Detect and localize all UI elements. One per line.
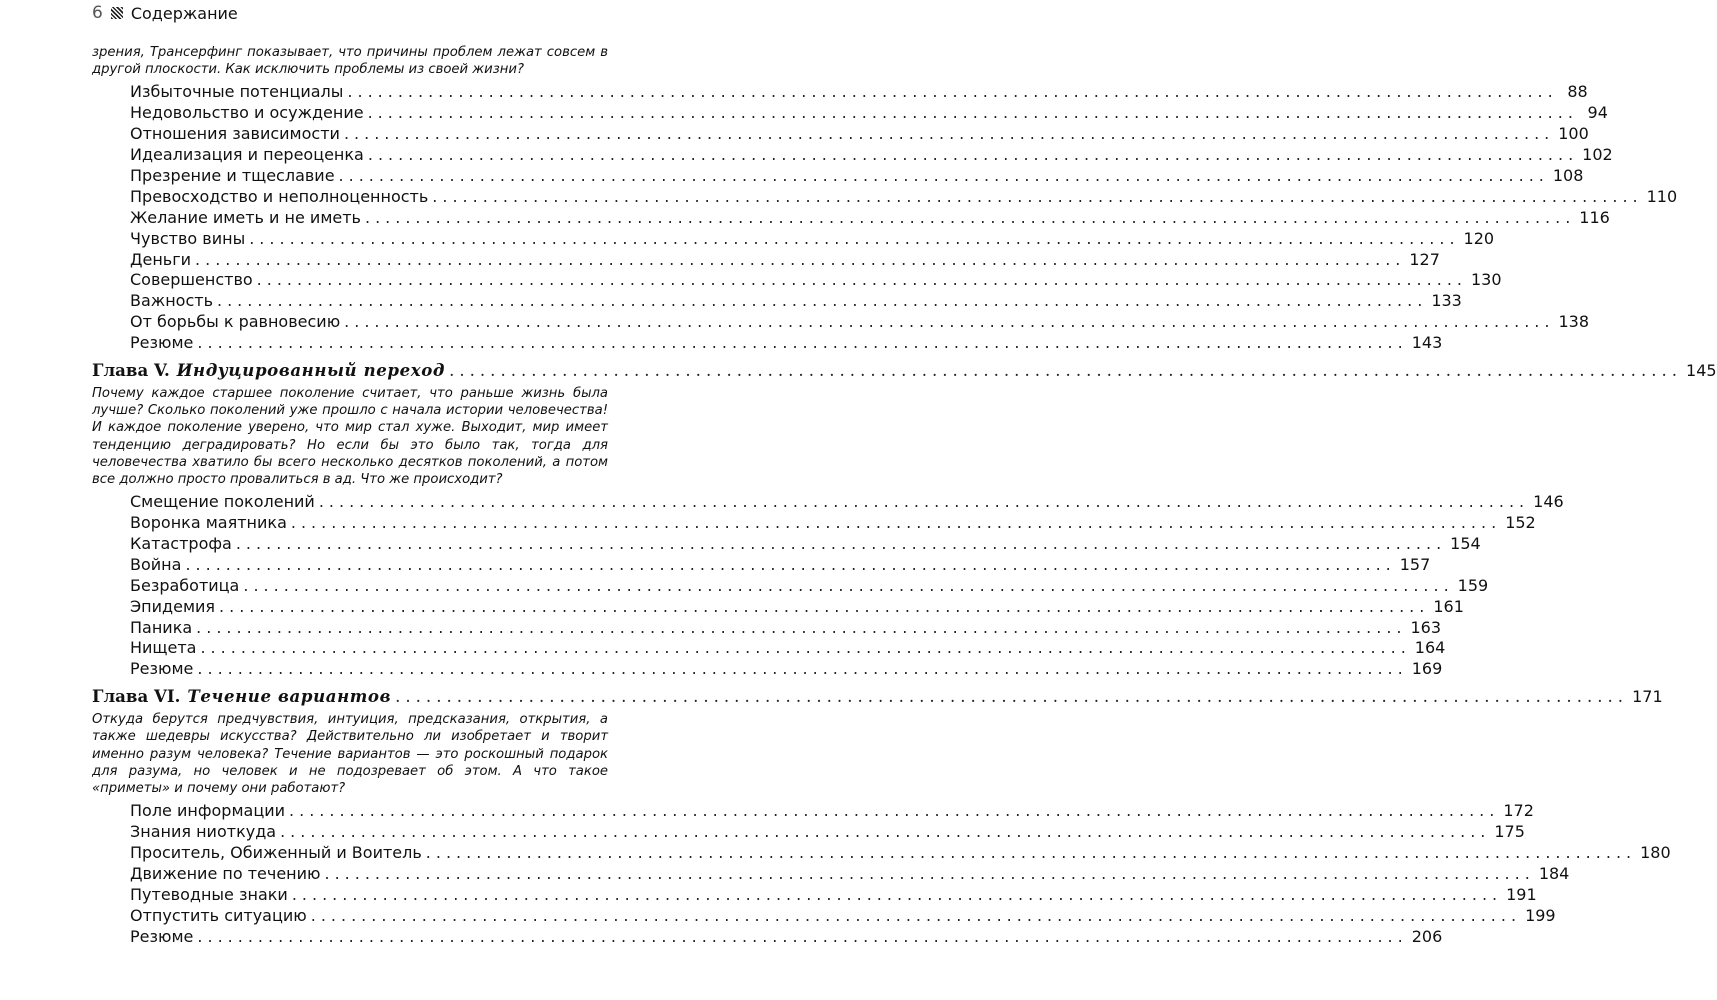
toc-entry-page: 152 — [1505, 513, 1536, 533]
toc-entry-page: 172 — [1503, 801, 1534, 821]
chapter-title: Течение вариантов — [187, 686, 392, 707]
toc-entry-title: Превосходство и неполноценность — [130, 186, 429, 206]
toc-entry-page: 143 — [1411, 333, 1443, 353]
leader-dots: ........................................................................................................................ — [185, 554, 1396, 574]
toc-entry-title: Безработица — [130, 575, 240, 595]
leader-dots: ........................................................................................................................ — [432, 186, 1643, 206]
toc-entry[interactable] — [130, 124, 1589, 145]
toc-entry-page: 154 — [1450, 533, 1481, 553]
leader-dots: ........................................................................................................................ — [219, 596, 1430, 616]
toc-entry-title: Совершенство — [130, 270, 253, 290]
toc-entry[interactable] — [130, 312, 1590, 333]
toc-entry-title: Избыточные потенциалы — [130, 82, 344, 102]
toc-entry[interactable] — [130, 575, 1489, 597]
toc-entry-page: 164 — [1414, 638, 1446, 658]
leader-dots: ........................................................................................................................ — [367, 145, 1579, 165]
toc-entry[interactable] — [130, 145, 1613, 166]
toc-entry-title: Идеализация и переоценка — [130, 145, 364, 165]
toc-entry-page: 169 — [1411, 659, 1443, 679]
toc-entry-title: Резюме — [130, 926, 194, 946]
leader-dots: ........................................................................................................................ — [344, 312, 1555, 332]
toc-entry-page: 184 — [1538, 863, 1570, 883]
toc-entry-page: 206 — [1411, 926, 1443, 946]
chapter-5-description: Почему каждое старшее поколение считает, что раньше жизнь была лучше? Сколько поколений уже прошло с начала истории человечества! И каждое поколение уверено, что мир стал хуже. Выходит, мир имеет тенденцию деградировать? Но если бы это было так, тогда для человечества хватило бы всего несколько десятков поколений, а потом все должно просто провалиться в ад. Что же происходит? — [92, 385, 608, 487]
leader-dots: ........................................................................................................................ — [338, 165, 1549, 185]
toc-entry-page: 120 — [1463, 228, 1495, 248]
leader-dots: ........................................................................................................................ — [289, 801, 1500, 821]
chapter-label: Глава V. — [92, 359, 170, 380]
toc-entry[interactable] — [130, 843, 1671, 864]
leader-dots: ........................................................................................................................ — [197, 333, 1408, 353]
section-title: Содержание — [130, 3, 238, 23]
toc-entry[interactable] — [130, 291, 1462, 312]
leader-dots: ........................................................................................................................ — [343, 124, 1555, 144]
toc-entry[interactable] — [130, 165, 1584, 187]
toc-entry-title: Движение по течению — [130, 863, 321, 883]
leader-dots: ........................................................................................................................ — [347, 82, 1558, 102]
toc-list-part1 — [92, 82, 1678, 354]
toc-entry[interactable] — [130, 863, 1570, 885]
toc-entry-title: Отношения зависимости — [130, 124, 340, 144]
toc-entry[interactable] — [130, 822, 1525, 843]
toc-entry[interactable] — [130, 801, 1534, 822]
leader-dots: ........................................................................................................................ — [290, 513, 1502, 533]
leader-dots: ........................................................................................................................ — [197, 659, 1408, 679]
toc-entry-page: 157 — [1399, 554, 1431, 574]
toc-entry[interactable] — [130, 228, 1495, 250]
toc-entry[interactable] — [130, 596, 1464, 618]
chapter-6-description: Откуда берутся предчувствия, интуиция, предсказания, открытия, а также шедевры искусства? Действительно ли изобретает и творит именно разум человека? Течение вариантов — это роскошный подарок для разума, но человек и не подозревает об этом. А что такое «приметы» и почему они работают? — [92, 712, 608, 797]
toc-entry[interactable] — [130, 492, 1564, 513]
toc-entry-page: 116 — [1579, 207, 1610, 227]
leader-dots: ........................................................................................................................ — [196, 617, 1407, 637]
toc-entry-page: 161 — [1433, 596, 1464, 616]
leader-dots: ........................................................................................................................ — [217, 291, 1428, 311]
toc-entry-title: Желание иметь и не иметь — [130, 207, 361, 227]
toc-entry[interactable] — [130, 82, 1588, 103]
toc-entry-title: Воронка маятника — [130, 513, 287, 533]
toc-entry-title: Проситель, Обиженный и Воитель — [130, 843, 422, 863]
chapter-5-heading[interactable] — [92, 359, 1717, 385]
toc-entry-title: Знания ниоткуда — [130, 822, 277, 842]
page-number: 6 — [92, 3, 103, 23]
toc-entry-page: 146 — [1533, 492, 1564, 512]
leader-dots: ........................................................................................................................ — [367, 103, 1578, 123]
toc-entry[interactable] — [130, 186, 1678, 208]
toc-list-chapter-6 — [92, 801, 1671, 947]
chapter-title: Индуцированный переход — [176, 359, 446, 380]
table-of-contents — [92, 44, 1717, 947]
toc-entry-title: Чувство вины — [130, 228, 246, 248]
toc-entry-page: 133 — [1431, 291, 1462, 311]
toc-entry-page: 163 — [1410, 617, 1442, 637]
toc-entry[interactable] — [130, 554, 1431, 576]
leader-dots: ........................................................................................................................ — [249, 228, 1460, 248]
toc-entry-title: Смещение поколений — [130, 492, 315, 512]
toc-entry-title: Отпустить ситуацию — [130, 905, 307, 925]
toc-entry-title: Путеводные знаки — [130, 884, 288, 904]
toc-entry[interactable] — [130, 103, 1608, 124]
leader-dots: ........................................................................................................................ — [395, 687, 1629, 707]
leader-dots: ........................................................................................................................ — [200, 638, 1411, 658]
toc-entry[interactable] — [130, 533, 1481, 555]
toc-entry-page: 138 — [1558, 312, 1590, 332]
toc-entry-title: Катастрофа — [130, 533, 232, 553]
leader-dots: ........................................................................................................................ — [256, 270, 1467, 290]
leader-dots: ........................................................................................................................ — [197, 926, 1408, 946]
toc-entry[interactable] — [130, 638, 1446, 659]
toc-entry-page: 100 — [1558, 124, 1589, 144]
header-ornament-icon — [111, 7, 123, 19]
toc-entry-title: Резюме — [130, 333, 194, 353]
running-head — [92, 2, 238, 24]
toc-entry[interactable] — [130, 249, 1440, 271]
toc-entry[interactable] — [130, 270, 1502, 291]
toc-entry[interactable] — [130, 207, 1610, 229]
chapter-6-heading[interactable] — [92, 686, 1663, 711]
toc-entry[interactable] — [130, 926, 1443, 948]
toc-entry[interactable] — [130, 659, 1443, 680]
toc-entry-page: 102 — [1582, 145, 1613, 165]
intro-description: зрения, Трансерфинг показывает, что причины проблем лежат совсем в другой плоскости. Как исключить проблемы из своей жизни? — [92, 45, 608, 78]
leader-dots: ........................................................................................................................ — [425, 843, 1637, 863]
leader-dots: ........................................................................................................................ — [318, 492, 1530, 512]
toc-entry-title: Поле информации — [130, 801, 286, 821]
leader-dots: ........................................................................................................................ — [235, 533, 1447, 553]
toc-entry-page: 159 — [1457, 575, 1489, 595]
toc-entry-page: 130 — [1470, 270, 1502, 290]
chapter-page: 145 — [1686, 360, 1717, 380]
toc-entry[interactable] — [130, 884, 1537, 906]
toc-entry-page: 191 — [1506, 884, 1537, 904]
toc-entry-page: 110 — [1646, 186, 1678, 206]
toc-entry-title: Эпидемия — [130, 596, 216, 616]
toc-entry-page: 175 — [1494, 822, 1525, 842]
toc-entry[interactable] — [130, 513, 1536, 534]
leader-dots: ........................................................................................................................ — [291, 884, 1503, 904]
toc-entry-title: Резюме — [130, 659, 194, 679]
toc-entry-title: Презрение и тщеславие — [130, 165, 335, 185]
toc-entry[interactable] — [130, 333, 1443, 354]
toc-entry-page: 199 — [1525, 905, 1556, 925]
leader-dots: ........................................................................................................................ — [449, 360, 1683, 380]
toc-entry[interactable] — [130, 617, 1442, 639]
toc-entry-title: Война — [130, 554, 182, 574]
leader-dots: ........................................................................................................................ — [324, 863, 1535, 883]
toc-entry-title: Нищета — [130, 638, 197, 658]
toc-entry-page: 180 — [1640, 843, 1671, 863]
toc-entry-title: Недовольство и осуждение — [130, 103, 364, 123]
toc-entry[interactable] — [130, 905, 1556, 927]
toc-entry-title: Деньги — [130, 249, 192, 269]
toc-entry-title: От борьбы к равновесию — [130, 312, 341, 332]
leader-dots: ........................................................................................................................ — [243, 575, 1454, 595]
leader-dots: ........................................................................................................................ — [195, 249, 1406, 269]
leader-dots: ........................................................................................................................ — [280, 822, 1491, 842]
toc-entry-page: 127 — [1409, 249, 1440, 269]
chapter-page: 171 — [1632, 687, 1663, 707]
toc-list-chapter-5 — [92, 492, 1564, 680]
toc-entry-page: 94 — [1587, 103, 1608, 123]
toc-entry-title: Важность — [130, 291, 213, 311]
leader-dots: ........................................................................................................................ — [364, 207, 1576, 227]
chapter-label: Глава VI. — [92, 686, 181, 707]
toc-entry-title: Паника — [130, 617, 193, 637]
toc-entry-page: 108 — [1552, 165, 1584, 185]
leader-dots: ........................................................................................................................ — [310, 905, 1522, 925]
toc-entry-page: 88 — [1567, 82, 1588, 102]
